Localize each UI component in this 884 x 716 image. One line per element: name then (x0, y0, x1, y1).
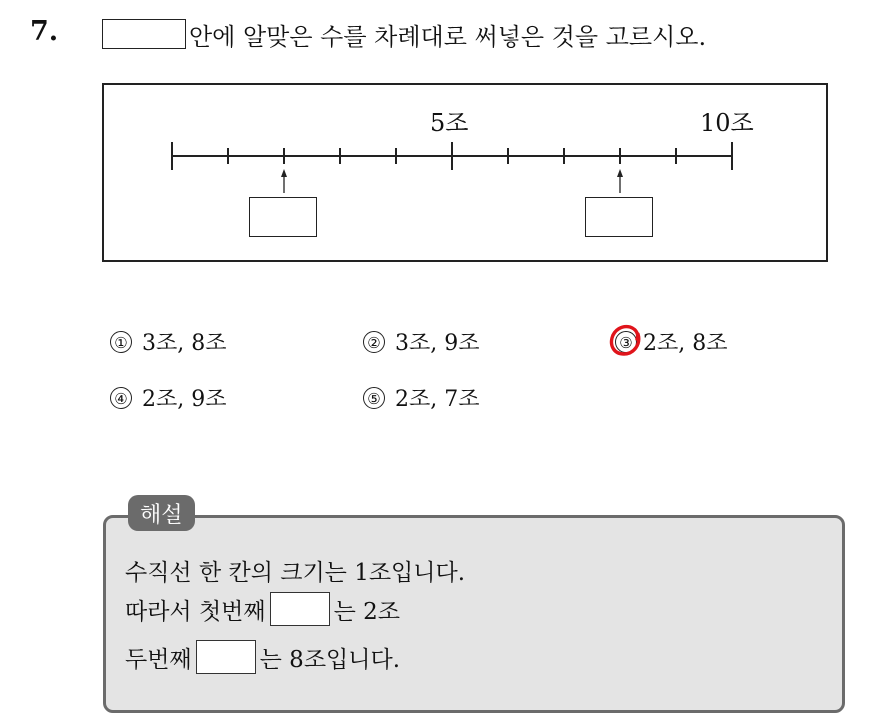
choice-1-number: ① (110, 331, 132, 353)
explanation-line-2-suffix: 는 2조 (333, 598, 401, 625)
red-circle-mark-icon (608, 322, 644, 358)
number-line-answer-box-2 (585, 197, 653, 237)
explanation-line-2 (125, 592, 400, 626)
prompt-blank-box (102, 19, 186, 49)
number-line-figure (102, 83, 828, 262)
choice-1-text: 3조, 8조 (142, 331, 227, 356)
choice-4-text: 2조, 9조 (142, 387, 227, 412)
choice-3-text: 2조, 8조 (643, 331, 728, 356)
choice-4[interactable] (110, 382, 227, 413)
explanation-line-1: 수직선 한 칸의 크기는 1조입니다. (125, 560, 466, 586)
choice-2-text: 3조, 9조 (395, 331, 480, 356)
arrow-up-icon (617, 169, 623, 177)
question-prompt: 안에 알맞은 수를 차례대로 써넣은 것을 고르시오. (189, 22, 707, 51)
tick-label-10: 10조 (700, 109, 754, 137)
explanation-line-2-prefix: 따라서 첫번째 (125, 598, 266, 625)
explanation-blank-box-2 (196, 640, 256, 674)
choice-1[interactable] (110, 326, 227, 357)
question-prompt-line (102, 16, 706, 52)
explanation-blank-box-1 (270, 592, 330, 626)
explanation-line-3-prefix: 두번째 (125, 646, 192, 673)
choice-3[interactable] (615, 326, 728, 357)
explanation-tab: 해설 (128, 495, 195, 531)
number-line-answer-box-1 (249, 197, 317, 237)
choice-5-text: 2조, 7조 (395, 387, 480, 412)
tick-label-5: 5조 (430, 109, 469, 137)
choice-3-marker (615, 329, 637, 354)
choice-2-number: ② (363, 331, 385, 353)
explanation-line-3 (125, 640, 400, 674)
number-line-arrows (281, 169, 623, 193)
choice-3-number: ③ (615, 331, 637, 353)
choice-5[interactable] (363, 382, 480, 413)
question-number: 7. (30, 16, 59, 47)
choice-5-number: ⑤ (363, 387, 385, 409)
explanation-line-3-suffix: 는 8조입니다. (259, 646, 401, 673)
arrow-up-icon (281, 169, 287, 177)
choice-2[interactable] (363, 326, 480, 357)
choice-4-number: ④ (110, 387, 132, 409)
